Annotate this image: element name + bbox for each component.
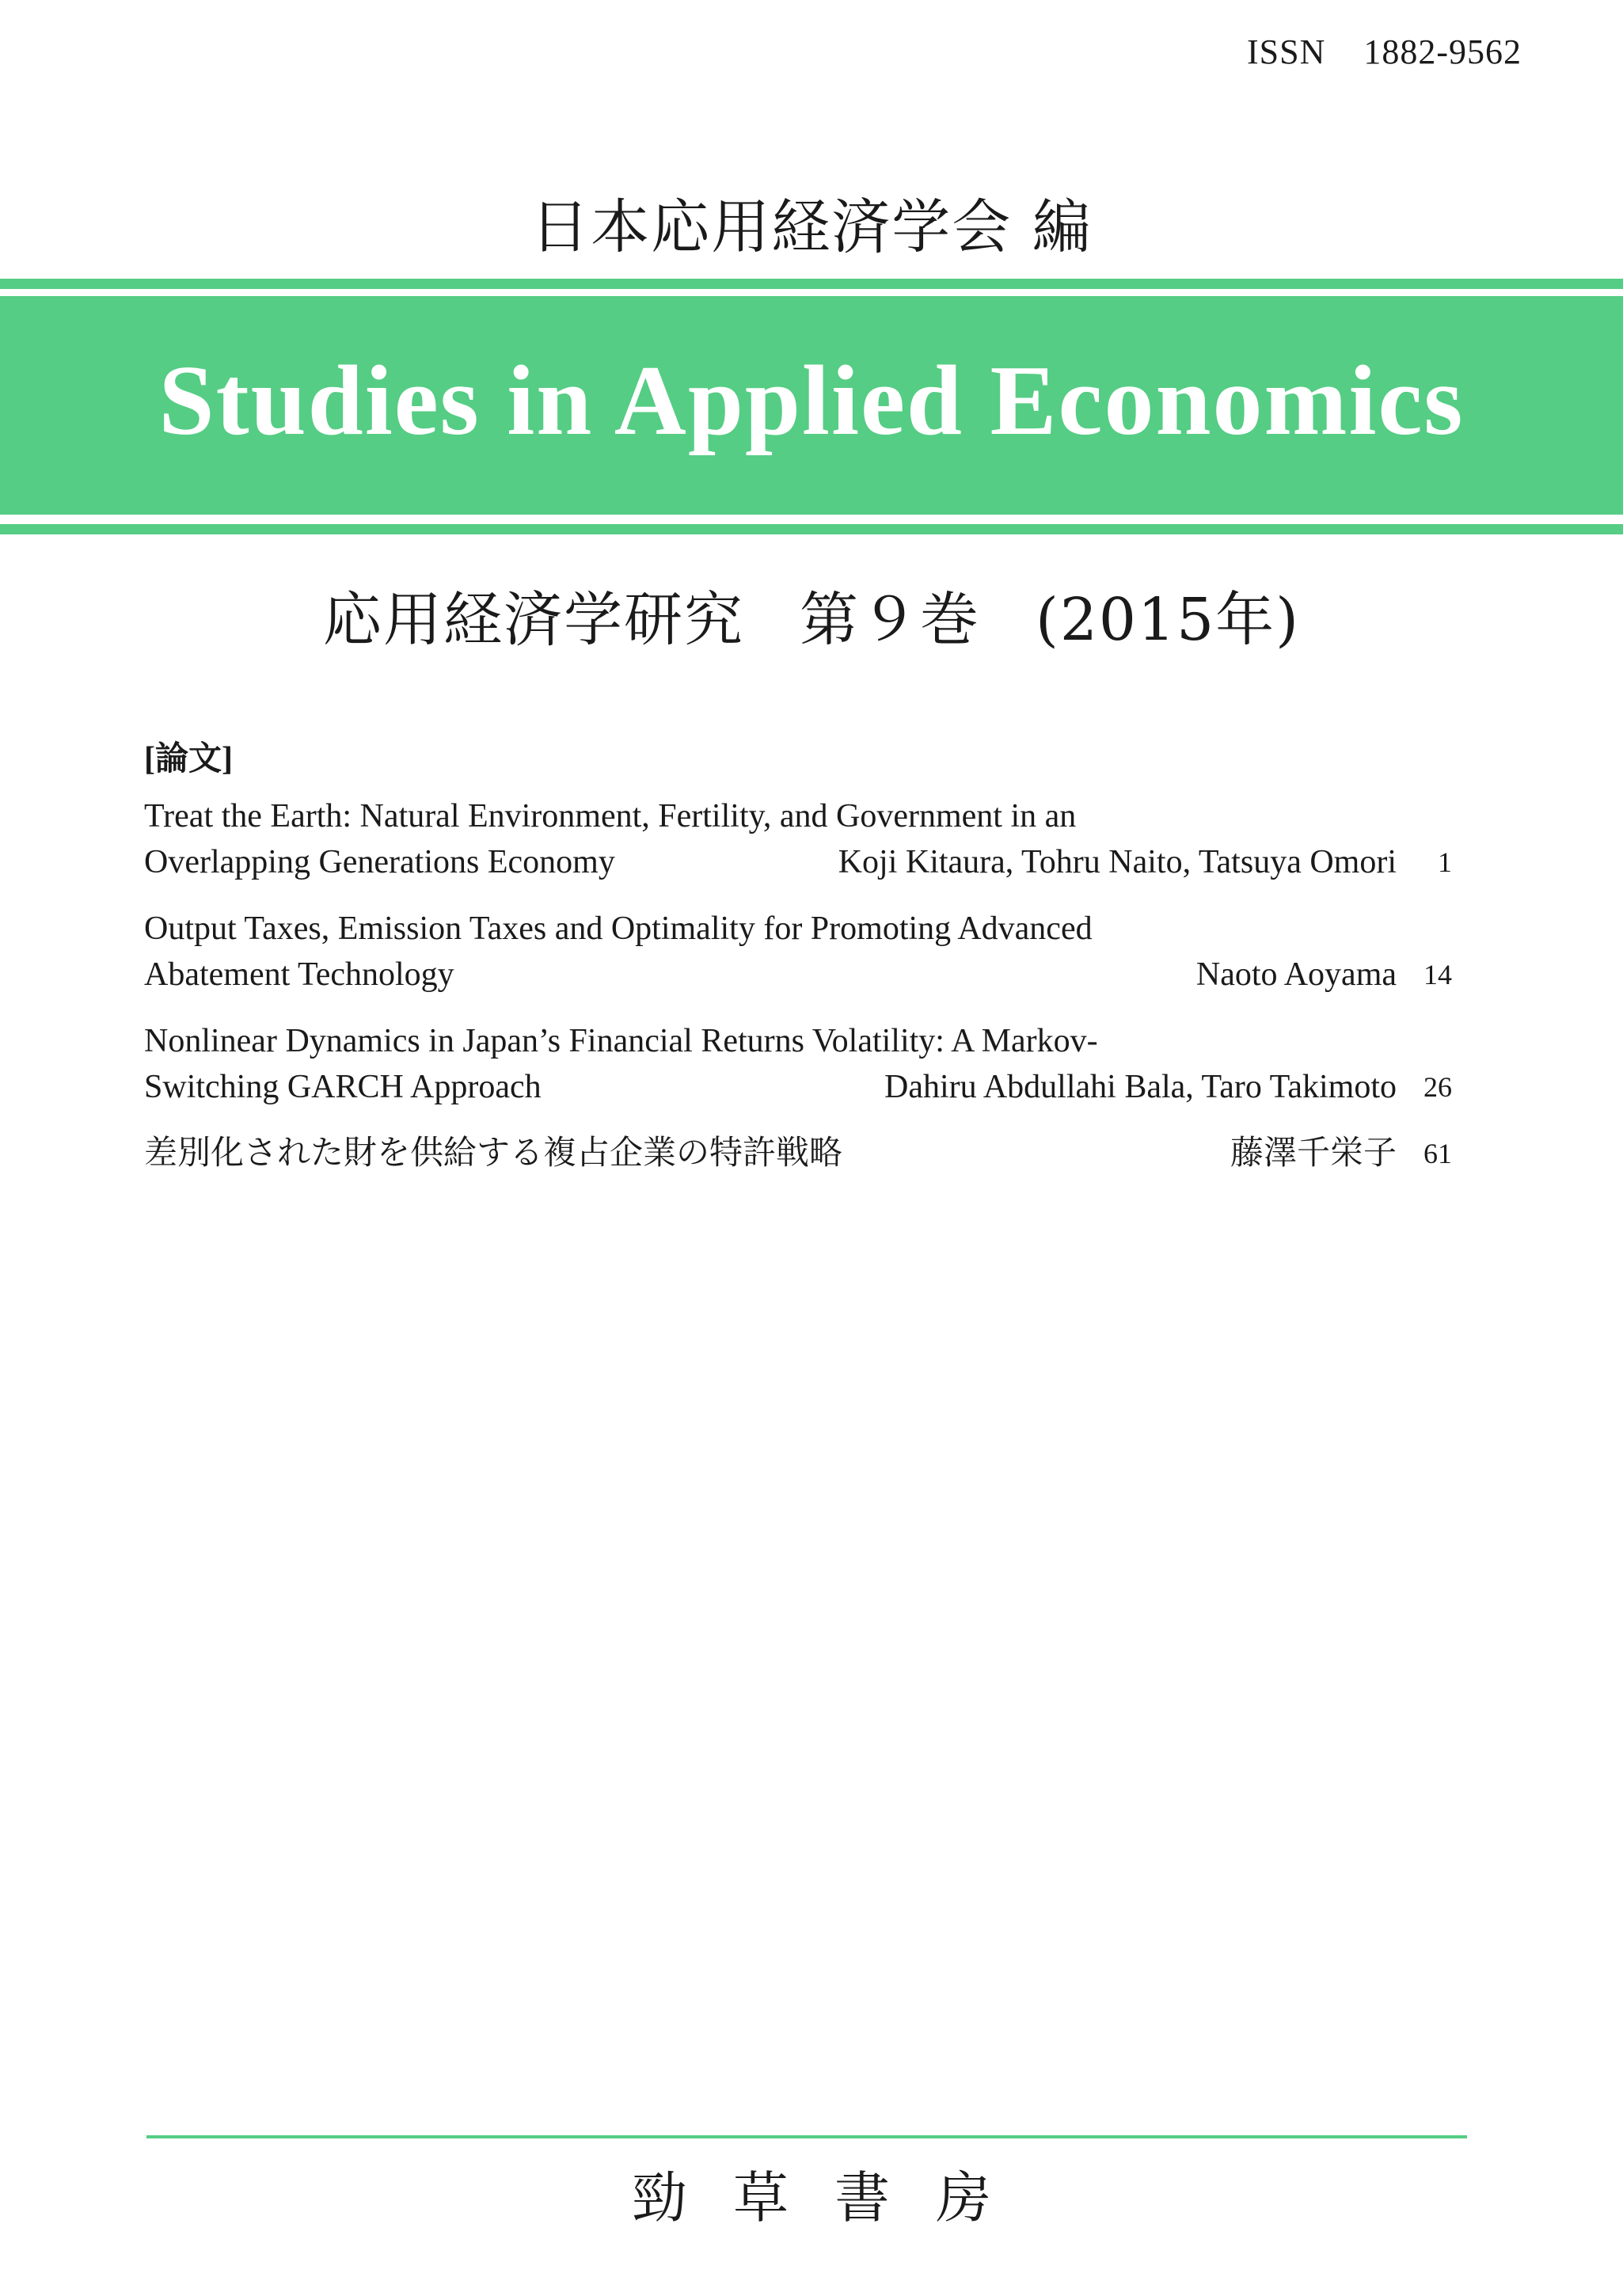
journal-title-jp: 応用経済学研究: [322, 586, 744, 654]
issn-label: ISSN: [1246, 32, 1326, 71]
table-of-contents: [144, 736, 1452, 1197]
entry-title-line1: 差別化された財を供給する複占企業の特許戦略: [144, 1135, 843, 1172]
publisher: 勁草書房: [632, 2165, 1037, 2230]
entry-title-line1: Output Taxes, Emission Taxes and Optimality for Promoting Advanced: [144, 910, 1093, 947]
entry-page: 14: [1423, 959, 1452, 990]
entry-page: 26: [1423, 1071, 1452, 1103]
footer-rule: [146, 2135, 1467, 2138]
entry-title-line2: Abatement Technology: [144, 956, 454, 993]
toc-entry: [144, 793, 1452, 885]
journal-title: Studies in Applied Economics: [158, 346, 1465, 456]
entry-title-line2: Overlapping Generations Economy: [144, 844, 615, 880]
entry-title-line2: Switching GARCH Approach: [144, 1069, 542, 1105]
entry-author: Koji Kitaura, Tohru Naito, Tatsuya Omori: [838, 844, 1397, 880]
toc-entry: [144, 1018, 1452, 1110]
toc-entry: [144, 1131, 1452, 1177]
entry-author: Naoto Aoyama: [1195, 956, 1397, 993]
toc-entry: [144, 906, 1452, 998]
issn-number: 1882-9562: [1363, 32, 1522, 71]
top-accent-rule: [0, 279, 1623, 289]
section-label: [論文]: [144, 741, 233, 777]
entry-author: 藤澤千栄子: [1230, 1135, 1397, 1172]
editor-line: 日本応用経済学会 編: [530, 193, 1093, 261]
volume-number: 第９巻: [799, 586, 980, 654]
issn: [1247, 32, 1522, 72]
volume-line: [0, 573, 1623, 657]
entry-page: 1: [1438, 846, 1452, 878]
entry-author: Dahiru Abdullahi Bala, Taro Takimoto: [884, 1069, 1397, 1105]
entry-title-line1: Nonlinear Dynamics in Japan’s Financial Returns Volatility: A Markov-: [144, 1023, 1098, 1059]
entry-page: 61: [1423, 1138, 1452, 1169]
bottom-accent-rule: [0, 524, 1623, 534]
entry-title-line1: Treat the Earth: Natural Environment, Fertility, and Government in an: [144, 798, 1077, 834]
volume-year: (2015年): [1035, 586, 1301, 654]
